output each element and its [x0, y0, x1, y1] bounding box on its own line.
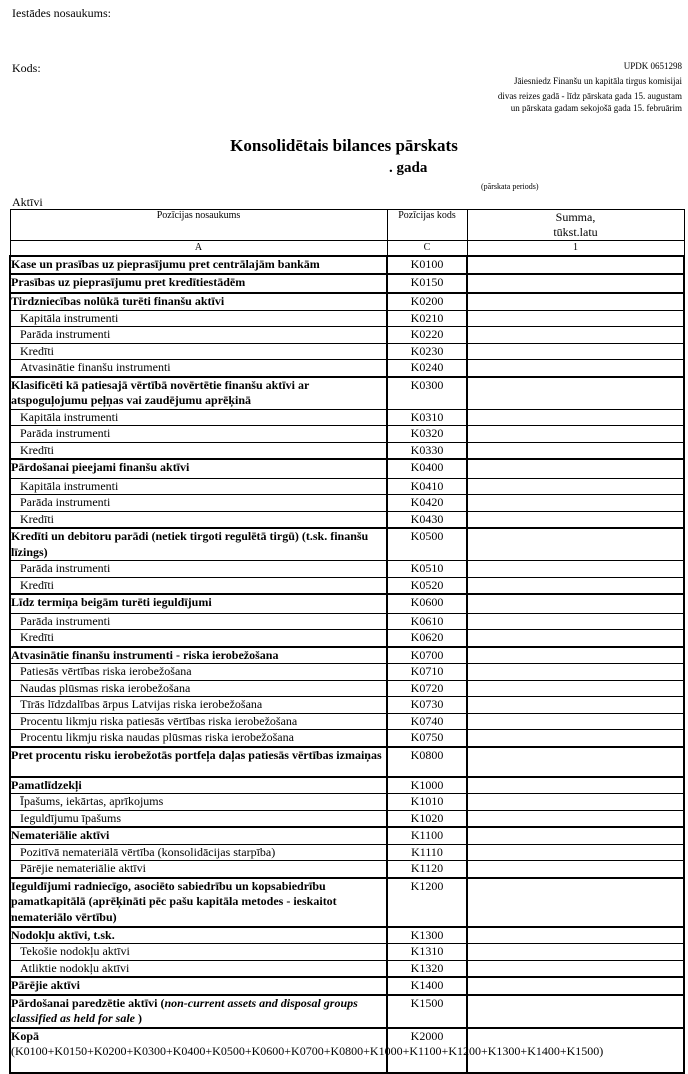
- submission-info-line: un pārskata gadam sekojošā gada 15. februārim: [510, 103, 682, 113]
- amount-cell[interactable]: [467, 944, 684, 961]
- position-name: Atliktie nodokļu aktīvi: [10, 960, 387, 977]
- position-name: Parāda instrumenti: [10, 327, 387, 344]
- position-code: K1400: [387, 977, 467, 995]
- position-code: K1110: [387, 844, 467, 861]
- position-name: Naudas plūsmas riska ierobežošana: [10, 680, 387, 697]
- column-header-code: Pozīcijas kods: [387, 210, 467, 241]
- column-letter: A: [10, 241, 387, 257]
- table-row: [10, 561, 684, 578]
- position-code: K0600: [387, 594, 467, 613]
- position-name: Prasības uz pieprasījumu pret kredītiestādēm: [10, 274, 387, 293]
- table-row: [10, 293, 684, 310]
- position-code: K0710: [387, 664, 467, 681]
- amount-cell[interactable]: [467, 827, 684, 844]
- position-name: Kredīti: [10, 442, 387, 459]
- position-name: Klasificēti kā patiesajā vērtībā novērtētie finanšu aktīvi ar atspoguļojumu peļņas vai zaudējumu aprēķinā: [10, 377, 387, 410]
- table-row: [10, 730, 684, 747]
- amount-cell[interactable]: [467, 442, 684, 459]
- table-row: [10, 861, 684, 878]
- position-code: K0210: [387, 310, 467, 327]
- position-name: Pret procentu risku ierobežotās portfeļa daļas patiesās vērtības izmaiņas: [10, 747, 387, 777]
- table-row: [10, 495, 684, 512]
- position-name: Kredīti: [10, 343, 387, 360]
- amount-cell[interactable]: [467, 977, 684, 995]
- amount-cell[interactable]: [467, 794, 684, 811]
- position-code: K2000: [387, 1028, 467, 1073]
- position-code: K0500: [387, 528, 467, 561]
- table-row: [10, 647, 684, 664]
- table-row: [10, 613, 684, 630]
- position-name-part: ): [135, 1011, 142, 1025]
- table-row: [10, 944, 684, 961]
- institution-label: Iestādes nosaukums:: [12, 6, 111, 20]
- position-code: K0730: [387, 697, 467, 714]
- amount-cell[interactable]: [467, 730, 684, 747]
- position-name: Atvasinātie finanšu instrumenti - riska ierobežošana: [10, 647, 387, 664]
- position-code: K1020: [387, 810, 467, 827]
- position-name: Kredīti un debitoru parādi (netiek tirgoti regulētā tirgū) (t.sk. finanšu līzings): [10, 528, 387, 561]
- position-name-line: (K0100+K0150+K0200+K0300+K0400+K0500+K0600+K0700+K0800+K1000+K1100+K1200+K1300+K1400+K1500): [11, 1044, 604, 1058]
- amount-cell[interactable]: [467, 310, 684, 327]
- amount-cell[interactable]: [467, 680, 684, 697]
- table-row: [10, 528, 684, 561]
- position-name: [10, 995, 387, 1028]
- position-name-part: non-current assets and disposal groups classified as held for sale: [11, 995, 358, 1025]
- position-code: K0510: [387, 561, 467, 578]
- position-code: K0620: [387, 630, 467, 647]
- amount-cell[interactable]: [467, 426, 684, 443]
- position-code: K0610: [387, 613, 467, 630]
- table-row: [10, 664, 684, 681]
- position-code: K0520: [387, 577, 467, 594]
- table-row: [10, 630, 684, 647]
- position-code: K0420: [387, 495, 467, 512]
- position-name: Ieguldījumi radniecīgo, asociēto sabiedrību un kopsabiedrību pamatkapitālā (aprēķināti pēc pašu kapitāla metodes - ieskaitot nemateriālo vērtību): [10, 878, 387, 927]
- amount-header-line: tūkst.latu: [553, 225, 598, 239]
- position-name: Pamatlīdzekļi: [10, 777, 387, 794]
- table-row: [10, 747, 684, 777]
- position-code: K0720: [387, 680, 467, 697]
- amount-cell[interactable]: [467, 561, 684, 578]
- table-row: [10, 577, 684, 594]
- table-row: [10, 995, 684, 1028]
- position-code: K1320: [387, 960, 467, 977]
- position-code: K1000: [387, 777, 467, 794]
- table-row: [10, 327, 684, 344]
- position-name: Procentu likmju riska patiesās vērtības riska ierobežošana: [10, 713, 387, 730]
- position-code: K1200: [387, 878, 467, 927]
- position-name: Pārējie nemateriālie aktīvi: [10, 861, 387, 878]
- position-code: K0200: [387, 293, 467, 310]
- position-code: K0700: [387, 647, 467, 664]
- position-name: Parāda instrumenti: [10, 426, 387, 443]
- position-name-line: Kopā: [11, 1028, 40, 1043]
- position-name: Nodokļu aktīvi, t.sk.: [10, 927, 387, 944]
- position-code: K0800: [387, 747, 467, 777]
- position-name: Tekošie nodokļu aktīvi: [10, 944, 387, 961]
- table-row: [10, 377, 684, 410]
- table-row: [10, 343, 684, 360]
- position-name: Līdz termiņa beigām turēti ieguldījumi: [10, 594, 387, 613]
- position-name: Procentu likmju riska naudas plūsmas riska ierobežošana: [10, 730, 387, 747]
- amount-cell[interactable]: [467, 713, 684, 730]
- table-row: [10, 478, 684, 495]
- table-row: [10, 360, 684, 377]
- amount-cell[interactable]: [467, 274, 684, 293]
- table-row: [10, 409, 684, 426]
- table-row: [10, 844, 684, 861]
- form-code: UPDK 0651298: [623, 61, 682, 71]
- amount-cell[interactable]: [467, 664, 684, 681]
- column-letter: C: [387, 241, 467, 257]
- position-code: K0320: [387, 426, 467, 443]
- position-name: Īpašums, iekārtas, aprīkojums: [10, 794, 387, 811]
- table-row: [10, 777, 684, 794]
- amount-cell[interactable]: [467, 459, 684, 478]
- amount-cell[interactable]: [467, 777, 684, 794]
- position-code: K0430: [387, 511, 467, 528]
- position-code: K0740: [387, 713, 467, 730]
- position-code: K1010: [387, 794, 467, 811]
- position-code: K0310: [387, 409, 467, 426]
- table-row: [10, 310, 684, 327]
- table-row: [10, 827, 684, 844]
- balance-sheet-table: [9, 209, 685, 1074]
- position-code: K1300: [387, 927, 467, 944]
- table-row: [10, 274, 684, 293]
- position-code: K0220: [387, 327, 467, 344]
- table-row: [10, 697, 684, 714]
- amount-cell[interactable]: [467, 511, 684, 528]
- amount-cell[interactable]: [467, 327, 684, 344]
- table-row: [10, 1028, 684, 1073]
- position-name: Parāda instrumenti: [10, 561, 387, 578]
- position-name: Pozitīvā nemateriālā vērtība (konsolidācijas starpība): [10, 844, 387, 861]
- position-name-part: Pārdošanai paredzētie aktīvi (: [11, 995, 165, 1010]
- amount-cell[interactable]: [467, 747, 684, 777]
- amount-cell[interactable]: [467, 861, 684, 878]
- amount-cell[interactable]: [467, 844, 684, 861]
- position-name: Kapitāla instrumenti: [10, 478, 387, 495]
- position-name: Atvasinātie finanšu instrumenti: [10, 360, 387, 377]
- position-code: K0150: [387, 274, 467, 293]
- table-row: [10, 680, 684, 697]
- amount-cell[interactable]: [467, 409, 684, 426]
- position-name: Nemateriālie aktīvi: [10, 827, 387, 844]
- column-letter: 1: [467, 241, 684, 257]
- table-row: [10, 511, 684, 528]
- amount-cell[interactable]: [467, 697, 684, 714]
- position-code: K0750: [387, 730, 467, 747]
- position-name: Pārējie aktīvi: [10, 977, 387, 995]
- amount-cell[interactable]: [467, 256, 684, 274]
- position-name: Ieguldījumu īpašums: [10, 810, 387, 827]
- position-code: K0240: [387, 360, 467, 377]
- position-name: Kapitāla instrumenti: [10, 409, 387, 426]
- position-name: Tirdzniecības nolūkā turēti finanšu aktīvi: [10, 293, 387, 310]
- position-name: Kredīti: [10, 630, 387, 647]
- column-header-name: Pozīcijas nosaukums: [10, 210, 387, 241]
- position-name: Tīrās līdzdalības ārpus Latvijas riska ierobežošana: [10, 697, 387, 714]
- table-row: [10, 713, 684, 730]
- position-code: K1100: [387, 827, 467, 844]
- amount-cell[interactable]: [467, 528, 684, 561]
- table-row: [10, 810, 684, 827]
- amount-cell[interactable]: [467, 377, 684, 410]
- amount-cell[interactable]: [467, 613, 684, 630]
- table-row: [10, 459, 684, 478]
- position-name: Kredīti: [10, 577, 387, 594]
- position-code: K0300: [387, 377, 467, 410]
- amount-cell[interactable]: [467, 478, 684, 495]
- amount-cell[interactable]: [467, 878, 684, 927]
- amount-cell[interactable]: [467, 343, 684, 360]
- amount-cell[interactable]: [467, 810, 684, 827]
- report-year: . gada: [389, 160, 428, 176]
- position-name: Kapitāla instrumenti: [10, 310, 387, 327]
- period-note: (pārskata periods): [481, 182, 539, 191]
- amount-cell[interactable]: [467, 577, 684, 594]
- table-row: [10, 794, 684, 811]
- submission-info-line: Jāiesniedz Finanšu un kapitāla tirgus komisijai: [513, 76, 682, 86]
- position-code: K1120: [387, 861, 467, 878]
- table-row: [10, 426, 684, 443]
- position-code: K1310: [387, 944, 467, 961]
- position-code: K0100: [387, 256, 467, 274]
- amount-cell[interactable]: [467, 647, 684, 664]
- position-name: Pārdošanai pieejami finanšu aktīvi: [10, 459, 387, 478]
- position-name: Patiesās vērtības riska ierobežošana: [10, 664, 387, 681]
- amount-cell[interactable]: [467, 630, 684, 647]
- amount-cell[interactable]: [467, 594, 684, 613]
- amount-cell[interactable]: [467, 960, 684, 977]
- amount-header-line: Summa,: [555, 210, 596, 224]
- position-code: K1500: [387, 995, 467, 1028]
- table-row: [10, 594, 684, 613]
- report-title: Konsolidētais bilances pārskats: [230, 136, 458, 155]
- table-row: [10, 977, 684, 995]
- amount-cell[interactable]: [467, 995, 684, 1028]
- column-header-amount: [467, 210, 684, 241]
- position-code: K0330: [387, 442, 467, 459]
- amount-cell[interactable]: [467, 495, 684, 512]
- table-row: [10, 960, 684, 977]
- position-code: K0400: [387, 459, 467, 478]
- amount-cell[interactable]: [467, 293, 684, 310]
- table-row: [10, 442, 684, 459]
- amount-cell[interactable]: [467, 360, 684, 377]
- table-row: [10, 878, 684, 927]
- position-code: K0230: [387, 343, 467, 360]
- section-label: Aktīvi: [12, 195, 43, 209]
- position-name: Parāda instrumenti: [10, 495, 387, 512]
- position-name: Parāda instrumenti: [10, 613, 387, 630]
- amount-cell[interactable]: [467, 927, 684, 944]
- position-code: K0410: [387, 478, 467, 495]
- table-row: [10, 256, 684, 274]
- submission-info-line: divas reizes gadā - līdz pārskata gada 15. augustam: [497, 91, 682, 101]
- position-name: Kredīti: [10, 511, 387, 528]
- table-row: [10, 927, 684, 944]
- code-label: Kods:: [12, 61, 41, 75]
- position-name: Kase un prasības uz pieprasījumu pret centrālajām bankām: [10, 256, 387, 274]
